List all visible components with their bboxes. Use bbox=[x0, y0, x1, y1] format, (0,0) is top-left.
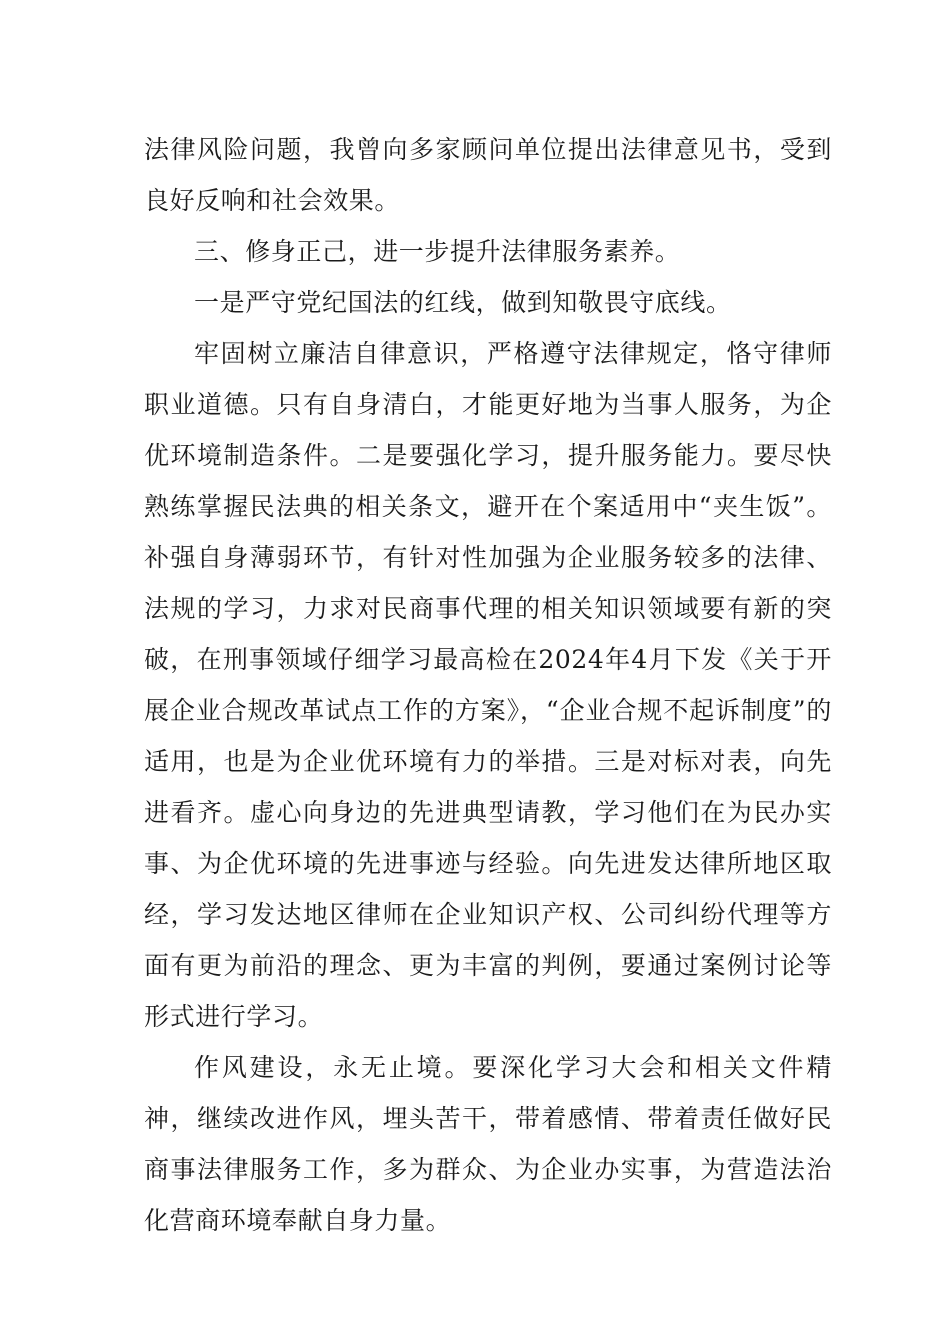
document-body bbox=[144, 124, 832, 1246]
paragraph-conclusion: 作风建设，永无止境。要深化学习大会和相关文件精神，继续改进作风，埋头苦干，带着感情、带着责任做好民商事法律服务工作，多为群众、为企业办实事，为营造法治化营商环境奉献自身力量。 bbox=[144, 1053, 832, 1235]
section-heading: 三、修身正己，进一步提升法律服务素养。 bbox=[194, 237, 681, 266]
subsection-heading: 一是严守党纪国法的红线，做到知敬畏守底线。 bbox=[194, 288, 732, 317]
paragraph-continuation: 法律风险问题，我曾向多家顾问单位提出法律意见书，受到良好反响和社会效果。 bbox=[144, 135, 832, 215]
paragraph-body: 牢固树立廉洁自律意识，严格遵守法律规定，恪守律师职业道德。只有自身清白，才能更好地为当事人服务，为企优环境制造条件。二是要强化学习，提升服务能力。要尽快熟练掌握民法典的相关条文，避开在个案适用中“夹生饭”。补强自身薄弱环节，有针对性加强为企业服务较多的法律、法规的学习，力求对民商事代理的相关知识领域要有新的突破，在刑事领域仔细学习最高检在2024年4月下发《关于开展企业合规改革试点工作的方案》，“企业合规不起诉制度”的适用，也是为企业优环境有力的举措。三是对标对表，向先进看齐。虚心向身边的先进典型请教，学习他们在为民办实事、为企优环境的先进事迹与经验。向先进发达律所地区取经，学习发达地区律师在企业知识产权、公司纠纷代理等方面有更为前沿的理念、更为丰富的判例，要通过案例讨论等形式进行学习。 bbox=[144, 339, 832, 1031]
